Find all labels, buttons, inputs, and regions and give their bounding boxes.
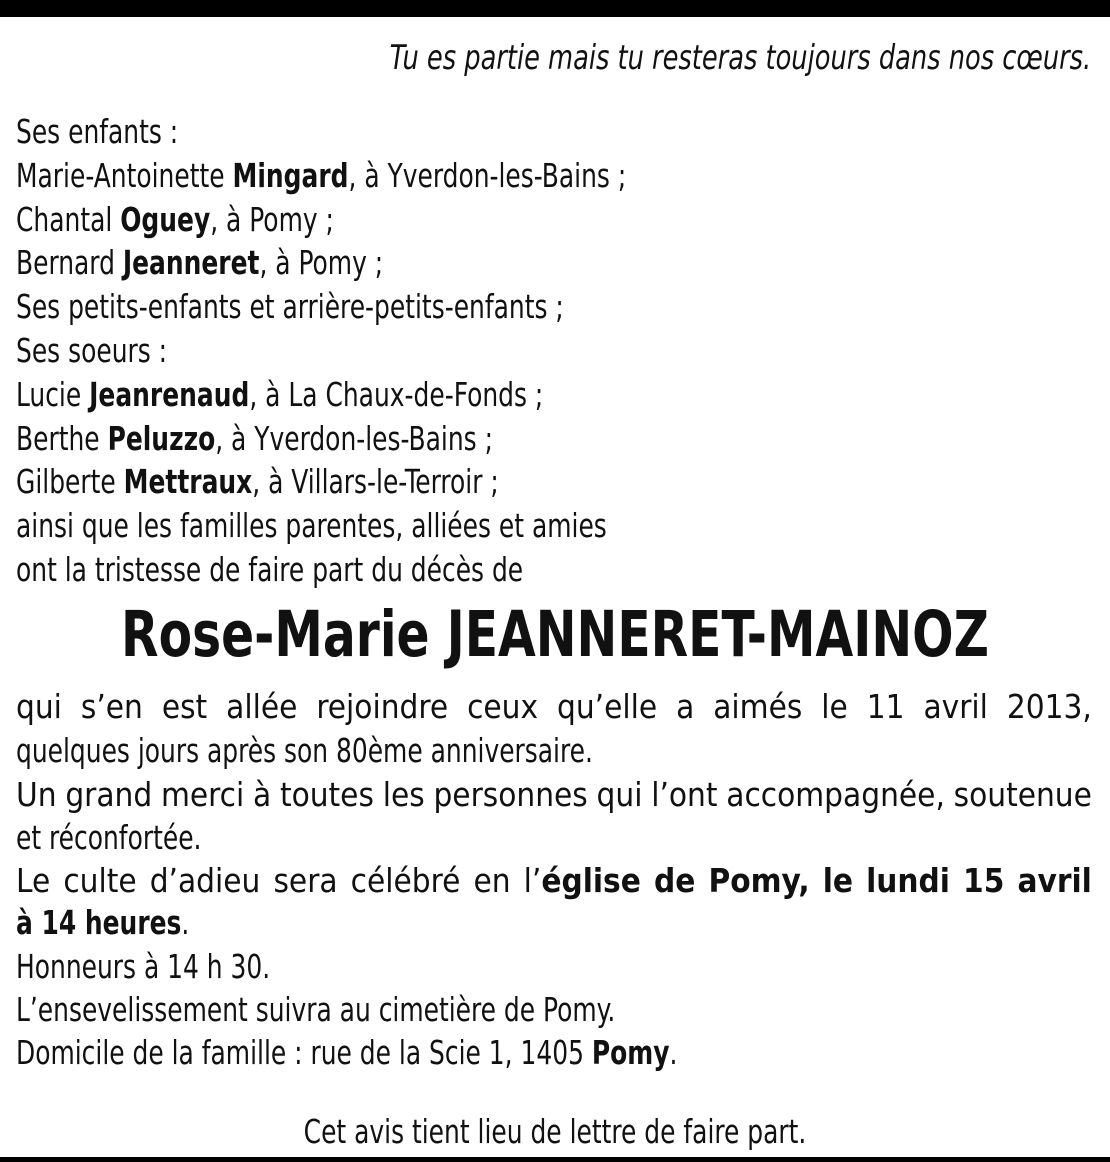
word: sera (273, 861, 338, 900)
member-last-name: Jeanneret (122, 243, 260, 283)
word: les (382, 775, 425, 814)
member-first-name: Marie-Antoinette (16, 155, 225, 195)
word: 11 (866, 687, 905, 726)
word-prefix: l’ (523, 861, 542, 900)
member-last-name: Peluzzo (107, 418, 216, 458)
word: merci (160, 775, 245, 814)
member-first-name: Lucie (16, 374, 82, 414)
bold-word: de (653, 861, 696, 900)
family-member (16, 373, 626, 417)
children-heading: Ses enfants : (16, 112, 179, 151)
member-first-name: Chantal (16, 199, 113, 239)
grandchildren-line: Ses petits-enfants et arrière-petits-enfants ; (16, 287, 564, 327)
domicile-address: Domicile de la famille : rue de la Scie 1, 1405 (16, 1033, 584, 1072)
family-member (16, 241, 626, 285)
word: qui (16, 687, 62, 726)
family-member (16, 460, 626, 504)
word: Un (16, 775, 57, 814)
domicile-place: Pomy (591, 1033, 670, 1072)
family-member (16, 417, 626, 461)
word: aimés (713, 687, 803, 726)
family-member (16, 154, 626, 198)
word: l’ont (651, 775, 718, 814)
family-member (16, 198, 626, 242)
word: soutenue (953, 775, 1092, 814)
relatives-line: ainsi que les familles parentes, alliées et amies (16, 506, 607, 546)
top-border-rule (0, 0, 1110, 17)
word: célébré (350, 861, 461, 900)
word: qu’elle (557, 687, 658, 726)
word: s’en (80, 687, 143, 726)
sisters-heading: Ses soeurs : (16, 330, 168, 370)
member-first-name: Berthe (16, 418, 100, 458)
member-last-name: Mingard (232, 155, 349, 195)
service-time-line (16, 901, 189, 945)
member-place: , à Pomy ; (259, 243, 384, 283)
service-time: à 14 heures (16, 903, 182, 942)
honours-line: Honneurs à 14 h 30. (16, 947, 271, 986)
service-line (16, 859, 1092, 903)
thanks-line (16, 773, 1092, 817)
family-list (16, 110, 626, 592)
member-place: , à La Chaux-de-Fonds ; (249, 374, 544, 414)
word (524, 859, 641, 903)
domicile-end: . (669, 1033, 678, 1072)
member-last-name: Mettraux (123, 462, 253, 502)
domicile-line (16, 1031, 677, 1075)
word: grand (65, 775, 153, 814)
announcement-line: ont la tristesse de faire part du décès de (16, 549, 524, 589)
footer-note: Cet avis tient lieu de lettre de faire part. (303, 1112, 807, 1151)
deceased-name: Rose-Marie JEANNERET-MAINOZ (121, 598, 989, 671)
word: accompagnée, (726, 775, 945, 814)
word: toutes (279, 775, 374, 814)
word: en (473, 861, 511, 900)
epigraph: Tu es partie mais tu resteras toujours dans nos cœurs. (389, 38, 1091, 78)
burial-line: L’ensevelissement suivra au cimetière de Pomy. (16, 990, 616, 1029)
word: personnes (433, 775, 588, 814)
member-first-name: Bernard (16, 243, 115, 283)
thanks-continuation: et réconfortée. (16, 818, 202, 857)
member-place: , à Villars-le-Terroir ; (252, 462, 499, 502)
member-place: , à Yverdon-les-Bains ; (215, 418, 493, 458)
word: ceux (467, 687, 539, 726)
bottom-border-rule (0, 1157, 1110, 1162)
word: le (821, 687, 848, 726)
member-place: , à Yverdon-les-Bains ; (348, 155, 627, 195)
word: à (252, 775, 272, 814)
bold-word: le (822, 861, 854, 900)
member-last-name: Oguey (120, 199, 211, 239)
bold-word: église (541, 861, 641, 900)
word: allée (226, 687, 298, 726)
word: rejoindre (316, 687, 449, 726)
bold-word: 15 (963, 861, 1005, 900)
anniversary-line: quelques jours après son 80ème anniversaire. (16, 731, 593, 770)
word: a (676, 687, 695, 726)
word: culte (63, 861, 137, 900)
service-time-end: . (181, 903, 190, 942)
word: avril (923, 687, 988, 726)
member-last-name: Jeanrenaud (89, 374, 250, 414)
bold-word: avril (1017, 861, 1092, 900)
word: qui (596, 775, 643, 814)
bold-word: lundi (866, 861, 950, 900)
word: d’adieu (149, 861, 261, 900)
word: 2013, (1006, 687, 1092, 726)
word: Le (16, 861, 51, 900)
word: est (161, 687, 208, 726)
death-date-line (16, 685, 1092, 729)
member-first-name: Gilberte (16, 462, 116, 502)
member-place: , à Pomy ; (210, 199, 334, 239)
bold-word: Pomy, (708, 861, 810, 900)
